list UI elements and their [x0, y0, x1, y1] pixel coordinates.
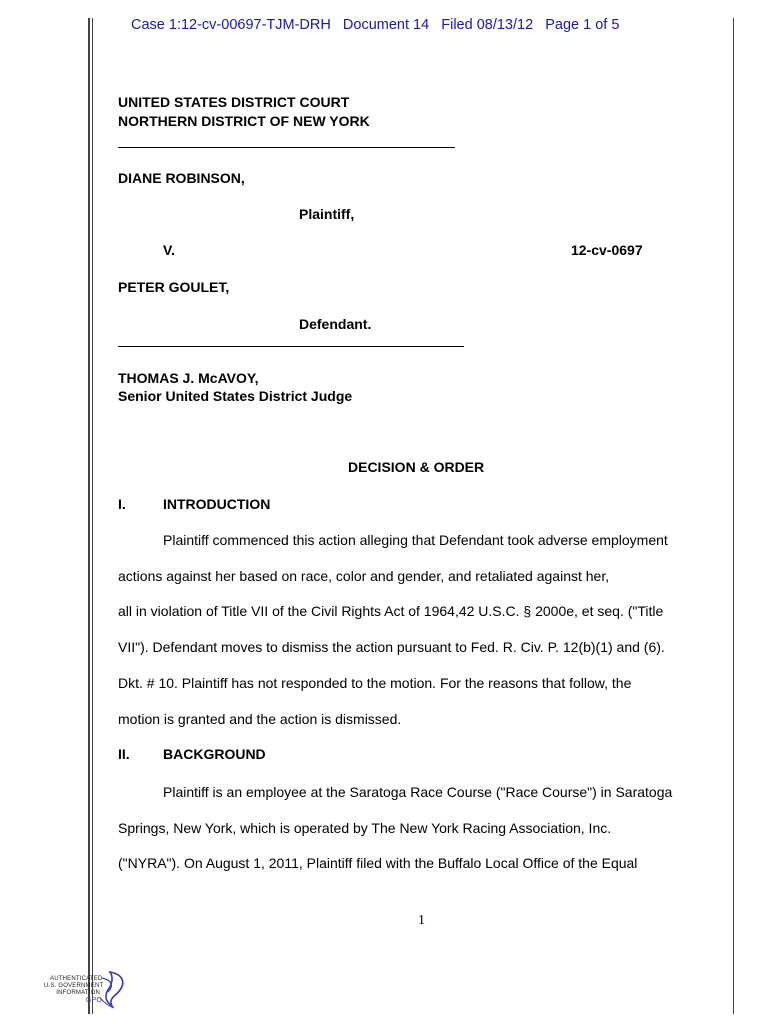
paragraph-line: all in violation of Title VII of the Civil Rights Act of 1964,42 U.S.C. § 2000e, et seq. ("Title — [118, 603, 664, 619]
case-header-stamp: Case 1:12-cv-00697-TJM-DRH Document 14 Filed 08/13/12 Page 1 of 5 — [131, 17, 620, 33]
page-number: 1 — [418, 913, 425, 928]
judge-title: Senior United States District Judge — [118, 388, 353, 404]
versus: V. — [163, 242, 175, 258]
section-numeral-1: I. — [118, 496, 126, 512]
paragraph-line: Plaintiff is an employee at the Saratoga Race Course ("Race Course") in Saratoga — [163, 784, 673, 800]
seal-text-line3: INFORMATION — [56, 990, 100, 996]
section-heading-introduction: INTRODUCTION — [163, 496, 271, 512]
caption-rule-bottom — [118, 346, 464, 347]
case-number: 12-cv-0697 — [571, 242, 643, 258]
paragraph-line: VII"). Defendant moves to dismiss the action pursuant to Fed. R. Civ. P. 12(b)(1) and (6). — [118, 639, 665, 655]
section-heading-background: BACKGROUND — [163, 746, 266, 762]
paragraph-line: Plaintiff commenced this action alleging that Defendant took adverse employment — [163, 532, 668, 548]
paragraph-line: ("NYRA"). On August 1, 2011, Plaintiff filed with the Buffalo Local Office of the Equal — [118, 855, 638, 871]
seal-text-line1: AUTHENTICATED — [50, 976, 103, 982]
seal-mark: GPO — [85, 997, 102, 1004]
plaintiff-role: Plaintiff, — [299, 206, 355, 222]
paragraph-line: actions against her based on race, color and gender, and retaliated against her, — [118, 568, 610, 584]
plaintiff-name: DIANE ROBINSON, — [118, 170, 245, 186]
judge-name: THOMAS J. McAVOY, — [118, 370, 259, 386]
right-margin-line — [733, 18, 734, 1014]
defendant-role: Defendant. — [299, 316, 372, 332]
gpo-eagle-icon — [42, 968, 132, 1012]
left-margin-line-inner — [92, 18, 93, 1014]
paragraph-line: Dkt. # 10. Plaintiff has not responded to the motion. For the reasons that follow, the — [118, 675, 632, 691]
document-title: DECISION & ORDER — [348, 459, 485, 475]
section-numeral-2: II. — [118, 746, 130, 762]
court-name: UNITED STATES DISTRICT COURT — [118, 94, 350, 110]
left-margin-line — [88, 18, 90, 1014]
paragraph-line: motion is granted and the action is dismissed. — [118, 711, 402, 727]
court-district: NORTHERN DISTRICT OF NEW YORK — [118, 113, 370, 129]
defendant-name: PETER GOULET, — [118, 279, 230, 295]
seal-text-line2: U.S. GOVERNMENT — [44, 983, 104, 989]
caption-rule-top — [118, 147, 455, 148]
paragraph-line: Springs, New York, which is operated by The New York Racing Association, Inc. — [118, 820, 612, 836]
